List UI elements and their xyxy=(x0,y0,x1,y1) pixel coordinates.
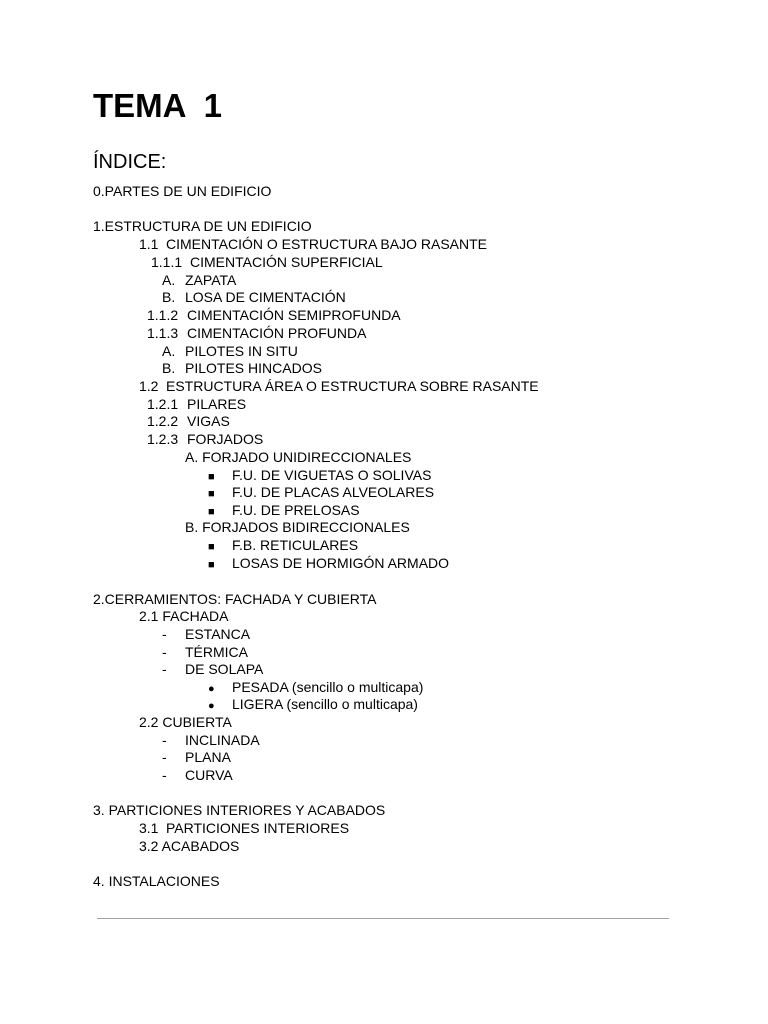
toc-text: CIMENTACIÓN SUPERFICIAL xyxy=(190,254,383,270)
toc-marker: 3.1 xyxy=(139,820,159,836)
toc-marker: A. xyxy=(162,272,176,288)
dash-bullet-icon: - xyxy=(162,732,167,748)
square-bullet-icon: ■ xyxy=(208,506,215,518)
toc-text: VIGAS xyxy=(187,413,230,429)
square-bullet-icon: ■ xyxy=(208,488,215,500)
dash-bullet-icon: - xyxy=(162,644,167,660)
toc-line xyxy=(139,837,239,855)
dash-bullet-icon: - xyxy=(162,767,167,783)
toc-marker: 1.1.2 xyxy=(147,307,179,323)
toc-marker: 1.1 xyxy=(139,236,159,252)
toc-line xyxy=(147,324,366,342)
toc-text: PARTICIONES INTERIORES xyxy=(166,820,350,836)
toc-text: 3.2 ACABADOS xyxy=(139,838,240,854)
toc-line xyxy=(151,253,383,271)
toc-marker: B. xyxy=(162,289,176,305)
toc-marker: 1.2.1 xyxy=(147,396,179,412)
round-bullet-icon: ● xyxy=(208,683,215,695)
toc-text: PILARES xyxy=(187,396,247,412)
toc-line xyxy=(147,412,230,430)
toc-line xyxy=(208,501,360,519)
toc-text: F.U. DE PLACAS ALVEOLARES xyxy=(232,484,435,500)
toc-line xyxy=(139,819,349,837)
toc-line xyxy=(139,713,232,731)
toc-text: CIMENTACIÓN PROFUNDA xyxy=(187,325,367,341)
toc-text: ESTANCA xyxy=(185,626,251,642)
toc-line xyxy=(93,182,271,200)
toc-line xyxy=(93,801,385,819)
toc-line xyxy=(162,359,322,377)
toc-line xyxy=(162,643,248,661)
round-bullet-icon: ● xyxy=(208,700,215,712)
toc-marker: 1.2.3 xyxy=(147,431,179,447)
toc-line xyxy=(93,217,312,235)
toc-text: 1.ESTRUCTURA DE UN EDIFICIO xyxy=(93,218,312,234)
toc-text: 0.PARTES DE UN EDIFICIO xyxy=(93,183,272,199)
toc-marker: 1.2 xyxy=(139,378,159,394)
toc-text: TÉRMICA xyxy=(185,644,248,660)
toc-text: 2.2 CUBIERTA xyxy=(139,714,232,730)
toc-text: B. FORJADOS BIDIRECCIONALES xyxy=(185,519,410,535)
toc-text: F.B. RETICULARES xyxy=(232,537,359,553)
toc-text: A. FORJADO UNIDIRECCIONALES xyxy=(185,449,412,465)
toc-line xyxy=(162,625,250,643)
page-title: TEMA 1 xyxy=(93,87,222,124)
dash-bullet-icon: - xyxy=(162,749,167,765)
toc-text: LOSA DE CIMENTACIÓN xyxy=(185,289,346,305)
toc-line xyxy=(147,430,263,448)
toc-line xyxy=(139,235,487,253)
toc-text: F.U. DE VIGUETAS O SOLIVAS xyxy=(232,467,432,483)
toc-line xyxy=(185,448,411,466)
dash-bullet-icon: - xyxy=(162,626,167,642)
toc-text: PESADA (sencillo o multicapa) xyxy=(232,679,424,695)
toc-text: CIMENTACIÓN SEMIPROFUNDA xyxy=(187,307,401,323)
toc-line xyxy=(162,660,263,678)
square-bullet-icon: ■ xyxy=(208,541,215,553)
toc-line xyxy=(208,554,449,572)
toc-text: PILOTES IN SITU xyxy=(185,343,298,359)
toc-text: PLANA xyxy=(185,749,231,765)
toc-line xyxy=(185,518,410,536)
toc-line xyxy=(162,748,231,766)
toc-text: CURVA xyxy=(185,767,233,783)
toc-line xyxy=(93,590,376,608)
toc-line xyxy=(208,536,358,554)
toc-text: F.U. DE PRELOSAS xyxy=(232,502,360,518)
toc-text: CIMENTACIÓN O ESTRUCTURA BAJO RASANTE xyxy=(166,236,487,252)
toc-line xyxy=(162,731,260,749)
toc-text: 2.1 FACHADA xyxy=(139,608,229,624)
toc-line xyxy=(162,271,236,289)
toc-text: INCLINADA xyxy=(185,732,260,748)
toc-text: 4. INSTALACIONES xyxy=(93,873,220,889)
toc-text: PILOTES HINCADOS xyxy=(185,360,322,376)
toc-line xyxy=(162,766,233,784)
toc-line xyxy=(139,607,228,625)
toc-marker: 1.1.3 xyxy=(147,325,179,341)
toc-text: 2.CERRAMIENTOS: FACHADA Y CUBIERTA xyxy=(93,591,377,607)
toc-marker: B. xyxy=(162,360,176,376)
toc-marker: A. xyxy=(162,343,176,359)
toc-line xyxy=(162,342,298,360)
toc-marker: 1.2.2 xyxy=(147,413,179,429)
toc-text: DE SOLAPA xyxy=(185,661,264,677)
footer-divider xyxy=(97,918,669,919)
toc-text: LOSAS DE HORMIGÓN ARMADO xyxy=(232,555,450,571)
toc-marker: 1.1.1 xyxy=(151,254,183,270)
square-bullet-icon: ■ xyxy=(208,471,215,483)
toc-text: 3. PARTICIONES INTERIORES Y ACABADOS xyxy=(93,802,386,818)
toc-text: LIGERA (sencillo o multicapa) xyxy=(232,696,418,712)
toc-text: ZAPATA xyxy=(185,272,237,288)
toc-text: ESTRUCTURA ÁREA O ESTRUCTURA SOBRE RASANTE xyxy=(166,378,539,394)
toc-line xyxy=(139,377,539,395)
dash-bullet-icon: - xyxy=(162,661,167,677)
toc-text: FORJADOS xyxy=(187,431,264,447)
toc-line xyxy=(147,306,401,324)
toc-line xyxy=(208,678,423,696)
index-heading: ÍNDICE: xyxy=(93,151,167,173)
square-bullet-icon: ■ xyxy=(208,559,215,571)
toc-line xyxy=(208,695,418,713)
toc-line xyxy=(93,872,220,890)
toc-line xyxy=(208,483,434,501)
toc-line xyxy=(162,288,346,306)
toc-line xyxy=(208,466,431,484)
toc-line xyxy=(147,395,246,413)
